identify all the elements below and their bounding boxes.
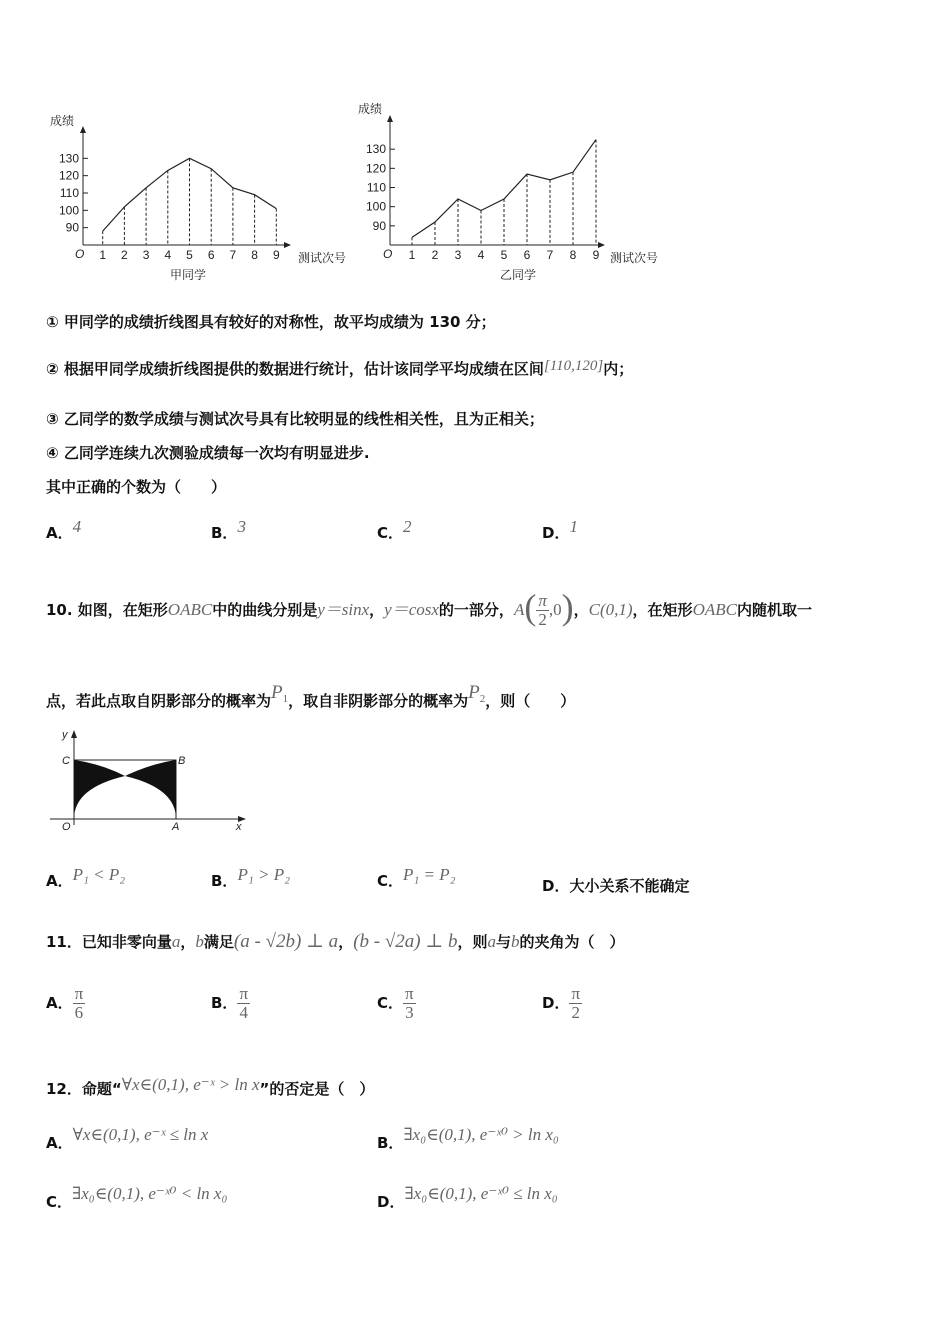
q10-rect: OABC	[167, 600, 213, 619]
q10-text: 中的曲线分别是	[212, 601, 318, 619]
q11-cond-2: (b - √2a) ⊥ b	[353, 931, 458, 952]
chart-jia-xlabel: 测试次号	[298, 251, 347, 265]
y-tick-label: 120	[58, 168, 79, 183]
y-tick-label: 130	[365, 142, 386, 157]
q12-option-a[interactable]	[46, 1125, 208, 1153]
q12-text: 12．命题	[46, 1080, 112, 1098]
option-label: D．	[377, 1193, 405, 1211]
q10-text: 内随机取一	[736, 601, 812, 619]
chart-jia-origin: O	[75, 247, 85, 261]
x-tick-label: 2	[431, 248, 439, 262]
q11-text: 的夹角为（ ）	[519, 933, 625, 951]
option-frac: $\frac{\pi}{6}$	[74, 984, 84, 1022]
chart-yi	[352, 95, 682, 290]
q11-text: ，则	[457, 933, 488, 951]
chart-jia-ylabel: 成绩	[50, 114, 75, 128]
option-value: 3	[237, 517, 246, 536]
chart-yi-origin: O	[383, 247, 393, 261]
x-tick-label: 1	[99, 248, 107, 262]
q10-line-2: 点，若此点取自阴影部分的概率为$P^1$，取自非阴影部分的概率为$P^2$，则（ ）	[46, 682, 576, 710]
option-label: D．	[542, 877, 570, 895]
x-tick-label: 9	[592, 248, 600, 262]
q9-statement-4: ④ 乙同学连续九次测验成绩每一次均有明显进步.	[46, 444, 370, 462]
option-value: 4	[72, 517, 82, 536]
fig-b-label: B	[178, 755, 186, 767]
q11-vec-b: b	[511, 932, 520, 951]
q10-zero: ,0	[548, 600, 562, 619]
q9-interval: [110,120]	[543, 358, 604, 374]
y-axis-arrow	[80, 126, 86, 133]
q11-option-c[interactable]	[377, 985, 416, 1022]
q12-proposition: ∀x∈(0,1), e⁻ˣ > ln x	[121, 1075, 260, 1094]
q9-question: 其中正确的个数为（ ）	[46, 478, 227, 496]
option-label: D．	[542, 994, 570, 1012]
q10-option-a[interactable]	[46, 865, 125, 891]
fig-y-label: y	[62, 729, 68, 741]
option-label: A．	[46, 524, 73, 542]
q10-sin: y＝sinx	[317, 600, 370, 619]
x-tick-label: 8	[251, 248, 258, 262]
option-label: B．	[377, 1134, 404, 1152]
option-value: 1	[569, 517, 578, 536]
q12-quote: ”	[259, 1080, 270, 1098]
q9-option-b[interactable]	[211, 517, 246, 543]
option-label: C．	[46, 1193, 73, 1211]
q12-text: 的否定是（ ）	[269, 1080, 375, 1098]
q10-rect: OABC	[692, 600, 737, 619]
x-tick-label: 4	[164, 248, 172, 262]
q10-p2: P	[468, 682, 480, 703]
option-label: A．	[46, 994, 73, 1012]
fig-o-label: O	[62, 821, 71, 833]
option-label: A．	[46, 872, 73, 890]
option-label: B．	[211, 994, 238, 1012]
q10-text: 的一部分，	[438, 601, 514, 619]
q11-sep: ，	[338, 933, 354, 951]
option-label: D．	[542, 524, 570, 542]
option-label: C．	[377, 524, 404, 542]
x-tick-label: 9	[272, 248, 280, 262]
fig-a-label: A	[172, 821, 180, 833]
q9-option-d[interactable]	[542, 517, 578, 543]
q11-vec-a: a	[171, 932, 181, 951]
q12-quote: “	[111, 1080, 122, 1098]
q10-option-b[interactable]	[211, 865, 290, 891]
q11-text: 11．已知非零向量	[46, 933, 172, 951]
q11-cond-1: (a - √2b) ⊥ a	[233, 931, 339, 952]
q9-s2-end: 内；	[603, 360, 634, 378]
option-value: 大小关系不能确定	[569, 877, 690, 895]
y-tick-label: 100	[58, 203, 79, 218]
x-tick-label: 8	[569, 248, 577, 262]
option-value: P₁ < P₂	[72, 865, 126, 884]
q10-p1: P	[271, 682, 283, 703]
option-value: ∃x₀∈(0,1), e⁻ˣ⁰ ≤ ln x₀	[404, 1184, 558, 1203]
q11-option-d[interactable]	[542, 985, 582, 1022]
y-tick-label: 90	[372, 218, 386, 233]
option-label: B．	[211, 524, 238, 542]
y-axis-arrow	[387, 115, 393, 122]
y-tick-label: 110	[59, 186, 79, 200]
x-tick-label: 3	[454, 248, 462, 262]
q10-text: 10. 如图，在矩形	[46, 601, 168, 619]
y-tick-label: 120	[365, 161, 386, 176]
q10-text: 点，若此点取自阴影部分的概率为	[46, 692, 272, 710]
y-tick-label: 130	[58, 151, 79, 166]
y-tick-label: 100	[365, 199, 386, 214]
q10-option-d[interactable]	[542, 875, 689, 896]
q10-point-c: C(0,1)	[588, 600, 633, 619]
q11-text: 与	[496, 933, 512, 951]
q9-statement-1: ① 甲同学的成绩折线图具有较好的对称性，故平均成绩为 130 分；	[46, 313, 496, 331]
option-value: ∃x₀∈(0,1), e⁻ˣ⁰ < ln x₀	[72, 1184, 228, 1203]
q10-line-1: 10. 如图，在矩形OABC中的曲线分别是y＝sinx，y＝cosx的一部分，A( $\frac{\pi}{2}$ ,0)，C(0,1)，在矩形OABC内随机取一	[46, 587, 812, 629]
x-tick-label: 4	[477, 248, 485, 262]
option-frac: $\frac{\pi}{2}$	[571, 984, 581, 1022]
q10-text: ，	[573, 601, 589, 619]
q9-statement-2	[46, 358, 633, 379]
q10-figure	[46, 726, 256, 838]
q9-option-c[interactable]	[377, 517, 412, 543]
option-frac: $\frac{\pi}{4}$	[239, 984, 249, 1022]
fig-x-label: x	[236, 821, 242, 833]
x-tick-label: 1	[408, 248, 416, 262]
q11-question	[46, 922, 625, 962]
option-label: B．	[211, 872, 238, 890]
x-axis-arrow	[284, 242, 291, 248]
q10-text: ，在矩形	[632, 601, 693, 619]
x-tick-label: 2	[121, 248, 128, 262]
x-tick-label: 6	[207, 248, 215, 262]
chart-yi-caption: 乙同学	[500, 268, 537, 282]
series-line	[412, 140, 596, 238]
q11-sep: ，	[180, 933, 196, 951]
y-tick-label: 110	[366, 180, 386, 195]
q10-comma: ，	[369, 601, 385, 619]
option-value: P₁ > P₂	[237, 865, 290, 884]
fig-c-label: C	[62, 755, 70, 767]
q10-option-c[interactable]	[377, 865, 456, 891]
q9-option-a[interactable]	[46, 517, 81, 543]
q12-option-c[interactable]	[46, 1184, 227, 1212]
option-frac: $\frac{\pi}{3}$	[405, 984, 414, 1022]
chart-jia-caption: 甲同学	[170, 268, 207, 282]
q10-text: ，取自非阴影部分的概率为	[288, 692, 469, 710]
x-tick-label: 6	[523, 248, 531, 262]
option-value: 2	[403, 517, 412, 536]
q9-statement-3: ③ 乙同学的数学成绩与测试次号具有比较明显的线性相关性，且为正相关；	[46, 410, 544, 428]
q12-option-b[interactable]	[377, 1125, 559, 1153]
q10-cos: y＝cosx	[384, 600, 439, 619]
option-label: C．	[377, 994, 404, 1012]
chart-jia	[40, 105, 370, 290]
option-value: ∃x₀∈(0,1), e⁻ˣ⁰ > ln x₀	[403, 1125, 559, 1144]
q11-option-b[interactable]	[211, 985, 250, 1022]
x-tick-label: 3	[142, 248, 150, 262]
x-tick-label: 7	[229, 248, 237, 262]
option-value: P₁ = P₂	[403, 865, 456, 884]
x-tick-label: 5	[500, 248, 508, 262]
q10-text: ，则（ ）	[485, 692, 576, 710]
q11-option-a[interactable]	[46, 985, 85, 1022]
option-value: ∀x∈(0,1), e⁻ˣ ≤ ln x	[72, 1125, 209, 1144]
q11-vec-b: b	[195, 932, 204, 951]
q10-point-a: A	[513, 600, 525, 619]
q11-vec-a: a	[487, 932, 496, 951]
q11-text: 满足	[203, 933, 234, 951]
q9-s2-text: ② 根据甲同学成绩折线图提供的数据进行统计，估计该同学平均成绩在区间	[46, 360, 544, 378]
chart-yi-xlabel: 测试次号	[610, 251, 659, 265]
q12-question	[46, 1068, 374, 1106]
x-tick-label: 7	[546, 248, 554, 262]
q10-frac: $\frac{\pi}{2}$	[538, 591, 547, 629]
chart-yi-ylabel: 成绩	[358, 102, 383, 116]
y-tick-label: 90	[65, 220, 79, 235]
x-tick-label: 5	[186, 248, 193, 262]
option-label: A．	[46, 1134, 73, 1152]
option-label: C．	[377, 872, 404, 890]
q12-option-d[interactable]	[377, 1184, 558, 1212]
